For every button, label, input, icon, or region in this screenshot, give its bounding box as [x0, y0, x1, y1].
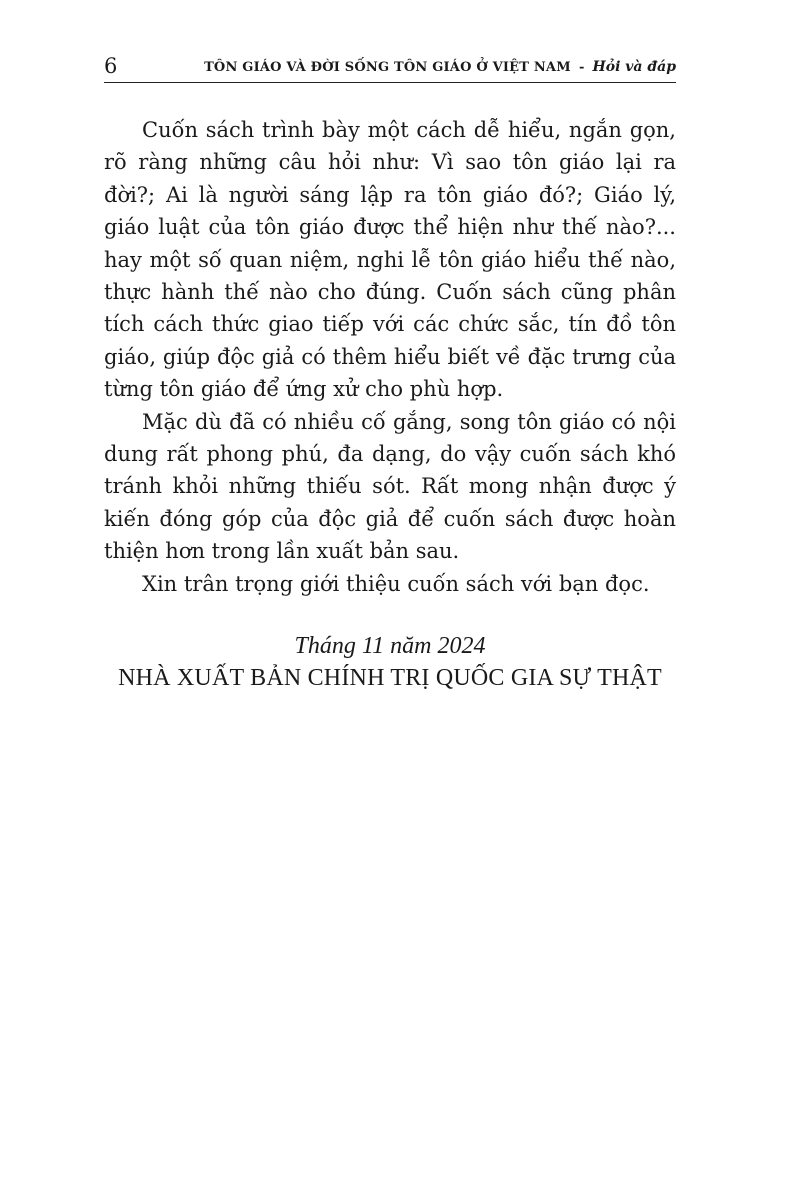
closing-date: Tháng 11 năm 2024 — [294, 633, 486, 659]
paragraph: Cuốn sách trình bày một cách dễ hiểu, ngắn gọn, rõ ràng những câu hỏi như: Vì sao tôn giáo lại ra đời?; Ai là người sáng lập ra tôn giáo đó?; Giáo lý, giáo luật của tôn giáo được thể hiện như thế nào?... hay một số quan niệm, nghi lễ tôn giáo hiểu thế nào, thực hành thế nào cho đúng. Cuốn sách cũng phân tích cách thức giao tiếp với các chức sắc, tín đồ tôn giáo, giúp độc giả có thêm hiểu biết về đặc trưng của từng tôn giáo để ứng xử cho phù hợp. — [104, 118, 676, 402]
publisher-name: NHÀ XUẤT BẢN CHÍNH TRỊ QUỐC GIA SỰ THẬT — [118, 665, 662, 691]
running-head — [204, 58, 676, 77]
closing-signature — [104, 630, 676, 694]
title-separator: - — [578, 60, 585, 75]
paragraph: Xin trân trọng giới thiệu cuốn sách với bạn đọc. — [142, 571, 650, 596]
paragraph: Mặc dù đã có nhiều cố gắng, song tôn giáo có nội dung rất phong phú, đa dạng, do vậy cuốn sách khó tránh khỏi những thiếu sót. Rất mong nhận được ý kiến đóng góp của độc giả để cuốn sách được hoàn thiện hơn trong lần xuất bản sau. — [104, 409, 676, 564]
book-title: TÔN GIÁO VÀ ĐỜI SỐNG TÔN GIÁO Ở VIỆT NAM — [204, 60, 571, 75]
running-header — [104, 52, 676, 83]
book-subtitle: Hỏi và đáp — [592, 59, 676, 75]
page-number: 6 — [104, 54, 118, 78]
body-text — [104, 114, 676, 600]
